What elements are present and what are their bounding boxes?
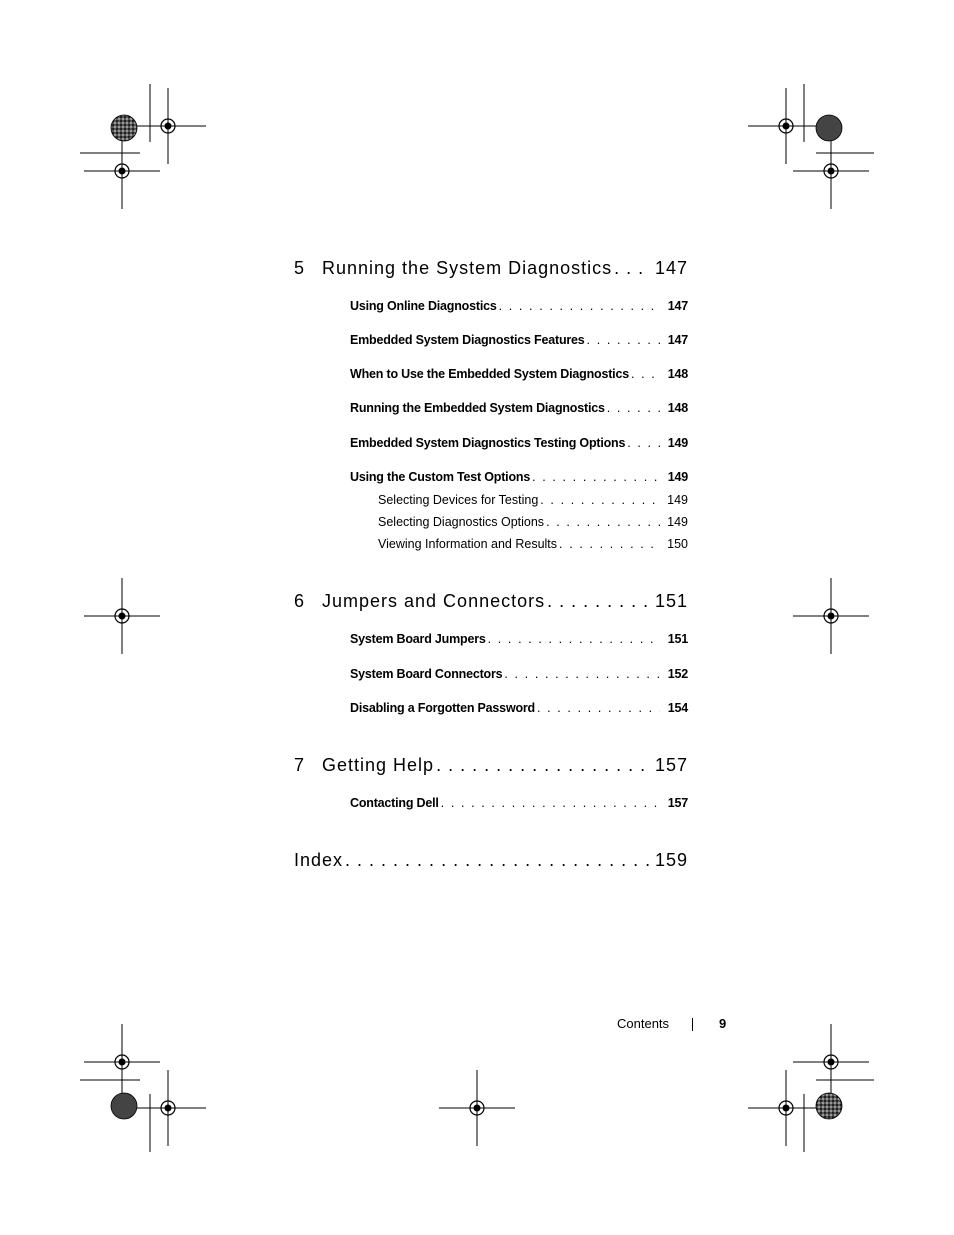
registration-mark-icon [130,88,206,164]
subsection-page: 150 [667,537,688,551]
index-page: 159 [654,850,688,870]
subsection-title: Viewing Information and Results [378,537,558,551]
toc-section[interactable] [350,333,688,347]
subsection-page: 149 [667,515,688,529]
color-target-icon [111,115,137,141]
toc-section[interactable] [350,299,688,313]
registration-mark-icon [84,1024,160,1100]
subsection-title: Selecting Diagnostics Options [378,515,545,529]
registration-mark-icon [793,1024,869,1100]
footer-page-number: 9 [719,1016,727,1031]
toc-section[interactable] [350,796,688,810]
registration-mark-icon [439,1070,515,1146]
toc-section[interactable] [350,367,688,381]
footer-label: Contents [617,1016,670,1031]
toc-section[interactable] [350,667,688,681]
chapter-title: 6 Jumpers and Connectors [294,591,546,611]
toc-index[interactable] [294,850,688,871]
toc-chapter-6[interactable] [294,591,688,612]
registration-mark-icon [793,133,869,209]
toc-chapter-5[interactable] [294,258,688,279]
toc-section[interactable] [350,701,688,715]
section-page: 147 [667,299,688,313]
registration-mark-icon [84,578,160,654]
chapter-page: 157 [654,755,688,775]
footer-divider [692,1018,693,1031]
section-title: Disabling a Forgotten Password [350,701,535,715]
subsection-title: Selecting Devices for Testing [378,493,539,507]
section-title: System Board Jumpers [350,632,486,646]
section-page: 148 [667,367,688,381]
chapter-title: 7 Getting Help [294,755,435,775]
toc-section[interactable] [350,436,688,450]
section-title: System Board Connectors [350,667,503,681]
section-title: Using the Custom Test Options [350,470,531,484]
section-title: Embedded System Diagnostics Features [350,333,585,347]
toc-subsection[interactable] [378,515,688,529]
registration-mark-icon [793,578,869,654]
chapter-page: 147 [654,258,688,278]
section-page: 157 [667,796,688,810]
section-page: 152 [667,667,688,681]
toc-subsection[interactable] [378,493,688,507]
section-page: 148 [667,401,688,415]
section-title: Contacting Dell [350,796,439,810]
registration-mark-icon [748,88,824,164]
color-target-icon [816,115,842,141]
section-page: 149 [667,436,688,450]
section-page: 149 [667,470,688,484]
toc-chapter-7[interactable] [294,755,688,776]
chapter-page: 151 [654,591,688,611]
section-title: Embedded System Diagnostics Testing Options [350,436,626,450]
toc-section[interactable] [350,470,688,484]
toc-section[interactable] [350,632,688,646]
section-page: 147 [667,333,688,347]
registration-mark-icon [130,1070,206,1146]
toc-subsection[interactable] [378,537,688,551]
section-page: 151 [667,632,688,646]
registration-mark-icon [84,133,160,209]
section-title: Running the Embedded System Diagnostics [350,401,605,415]
section-title: Using Online Diagnostics [350,299,497,313]
section-title: When to Use the Embedded System Diagnostics [350,367,629,381]
toc-section[interactable] [350,401,688,415]
subsection-page: 149 [667,493,688,507]
chapter-title: 5 Running the System Diagnostics [294,258,613,278]
index-title: Index [294,850,344,870]
color-target-icon [816,1093,842,1119]
section-page: 154 [667,701,688,715]
registration-mark-icon [748,1070,824,1146]
color-target-icon [111,1093,137,1119]
